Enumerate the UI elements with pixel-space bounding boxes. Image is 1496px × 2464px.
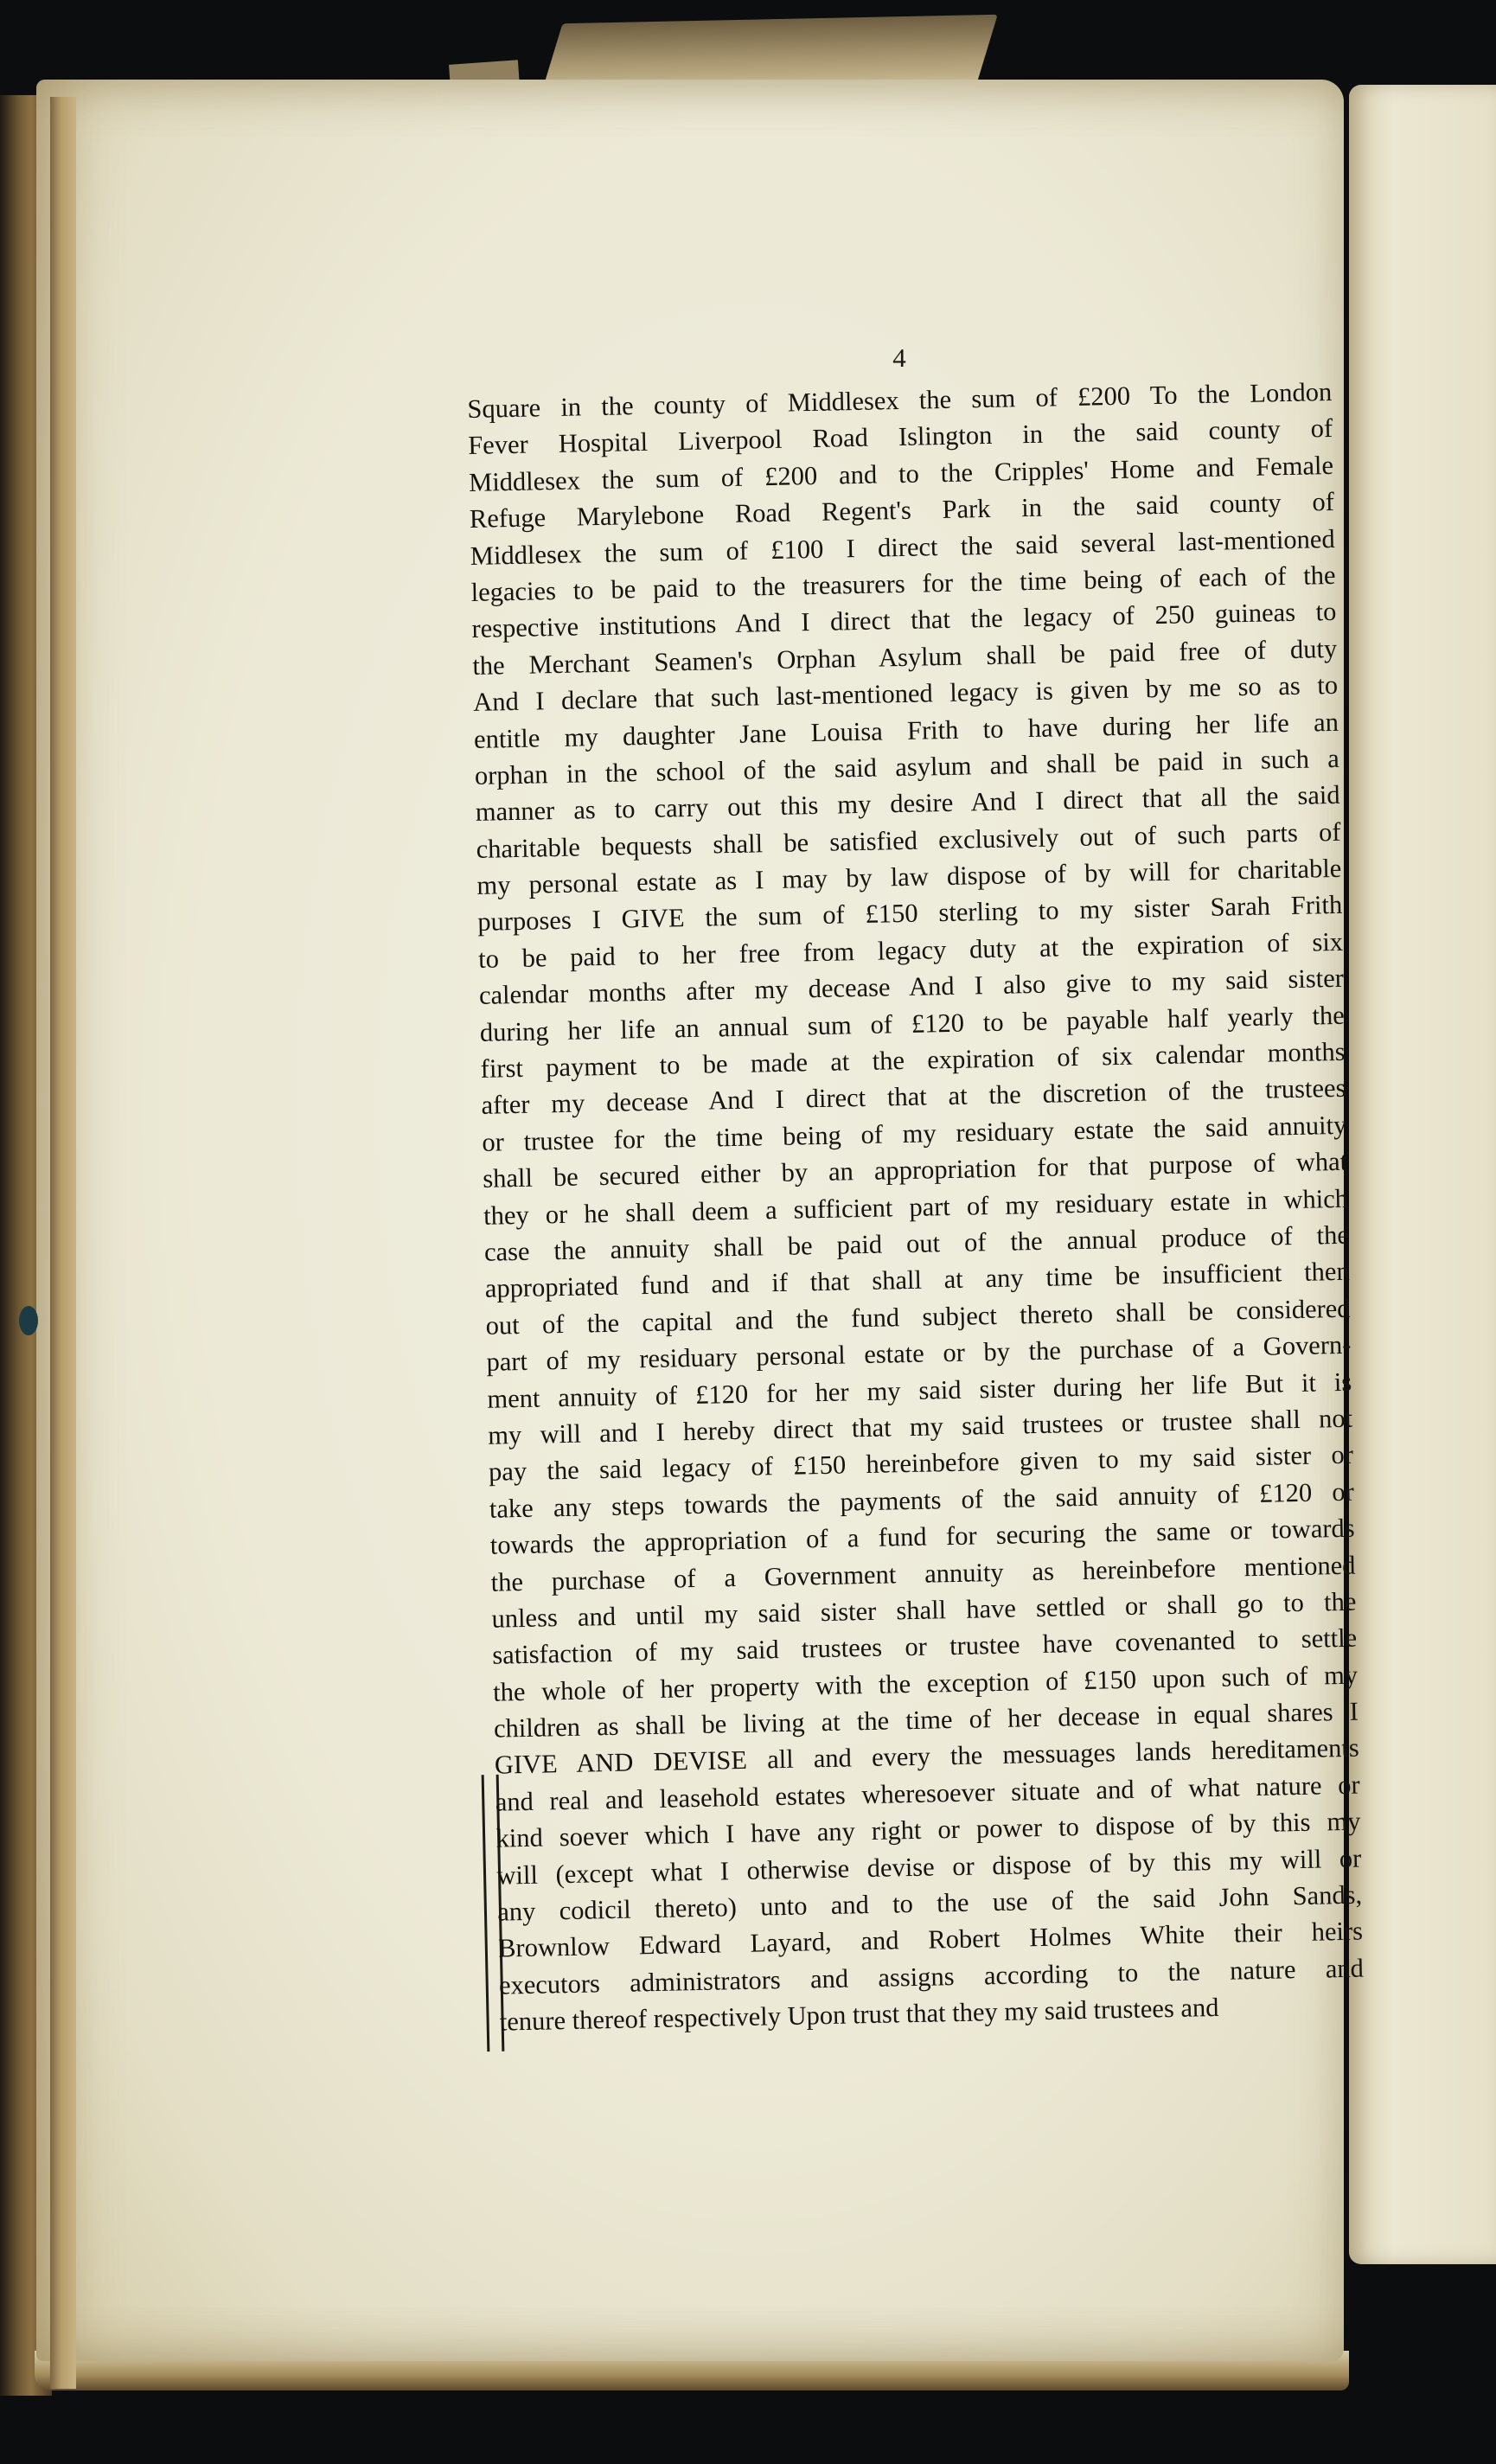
body-text — [467, 374, 1365, 2040]
text-line: orphan in the school of the said asylum and shall be paid in such a — [474, 743, 1340, 790]
text-line: take any steps towards the payments of the said annuity of £120 or — [489, 1476, 1355, 1524]
text-line: Middlesex the sum of £100 I direct the said several last-mentioned — [470, 523, 1335, 571]
text-line: purposes I GIVE the sum of £150 sterling to my sister Sarah Frith — [476, 890, 1343, 938]
text-line: to be paid to her free from legacy duty at the expiration of six — [477, 926, 1344, 974]
text-line: the purchase of a Government annuity as hereinbefore mentioned — [490, 1550, 1356, 1597]
adjacent-page-edge — [1349, 85, 1496, 2264]
text-line: case the annuity shall be paid out of the annual produce of the — [483, 1219, 1350, 1267]
text-line: and real and leasehold estates wheresoever situate and of what nature or — [495, 1770, 1360, 1817]
text-line: they or he shall deem a sufficient part of my residuary estate in which — [483, 1183, 1349, 1231]
text-line: ment annuity of £120 for her my said sister during her life But it is — [487, 1366, 1352, 1414]
binding-hole — [19, 1306, 38, 1335]
text-line: legacies to be paid to the treasurers for the time being of each of the — [470, 560, 1336, 607]
text-line: my will and I hereby direct that my said trustees or trustee shall not — [487, 1403, 1353, 1450]
text-line: Fever Hospital Liverpool Road Islington in the said county of — [467, 413, 1333, 461]
text-line: any codicil thereto) unto and to the use of the said John Sands, — [496, 1879, 1363, 1927]
text-line: And I declare that such last-mentioned legacy is given by me so as to — [472, 669, 1339, 718]
text-line: during her life an annual sum of £120 to be payable half yearly the — [479, 1000, 1346, 1047]
text-line: tenure thereof respectively Upon trust that they my said trustees and — [499, 1993, 1219, 2037]
text-line: or trustee for the time being of my residuary estate the said annuity — [482, 1110, 1347, 1157]
text-line: GIVE AND DEVISE all and every the messuages lands hereditaments — [494, 1733, 1360, 1781]
text-line: the Merchant Seamen's Orphan Asylum shall be paid free of duty — [472, 633, 1338, 681]
text-line: part of my residuary personal estate or by the purchase of a Govern- — [486, 1329, 1352, 1377]
text-line: manner as to carry out this my desire And I direct that all the said — [475, 780, 1340, 828]
text-line: Brownlow Edward Layard, and Robert Holmes White their heirs — [497, 1916, 1364, 1964]
text-line: appropriated fund and if that shall at any time be insufficient then — [484, 1257, 1350, 1304]
text-line: shall be secured either by an appropriation for that purpose of what — [482, 1146, 1348, 1194]
text-line: towards the appropriation of a fund for securing the same or towards — [489, 1513, 1355, 1560]
text-line: children as shall be living at the time of her decease in equal shares I — [493, 1696, 1359, 1744]
text-line: calendar months after my decease And I also give to my said sister — [478, 963, 1345, 1011]
text-line: unless and until my said sister shall have settled or shall go to the — [491, 1586, 1357, 1634]
text-line: executors administrators and assigns according to the nature and — [498, 1953, 1365, 2000]
text-line: first payment to be made at the expiration of six calendar months — [480, 1036, 1346, 1084]
text-line: kind soever which I have any right or power to dispose of by this my — [495, 1806, 1361, 1853]
text-line: Refuge Marylebone Road Regent's Park in the said county of — [469, 487, 1335, 534]
text-line: out of the capital and the fund subject thereto shall be considered — [485, 1293, 1351, 1341]
text-line: pay the said legacy of £150 hereinbefore given to my said sister or — [488, 1440, 1354, 1488]
text-line: my personal estate as I may by law dispose of by will for charitable — [476, 853, 1342, 900]
text-line: after my decease And I direct that at the discretion of the trustees — [481, 1073, 1346, 1121]
text-line: entitle my daughter Jane Louisa Frith to have during her life an — [473, 707, 1339, 754]
text-line: satisfaction of my said trustees or trustee have covenanted to settle — [492, 1622, 1358, 1670]
text-line: will (except what I otherwise devise or dispose of by this my will or — [496, 1843, 1362, 1891]
page-gutter — [50, 97, 76, 2389]
text-line: the whole of her property with the exception of £150 upon such of my — [492, 1660, 1359, 1707]
text-line: charitable bequests shall be satisfied exclusively out of such parts of — [476, 816, 1341, 864]
page-number: 4 — [892, 342, 906, 373]
text-line: respective institutions And I direct that the legacy of 250 guineas to — [471, 597, 1337, 644]
text-line: Middlesex the sum of £200 and to the Cripples' Home and Female — [468, 450, 1334, 497]
text-line: Square in the county of Middlesex the sum of £200 To the London — [467, 376, 1333, 424]
